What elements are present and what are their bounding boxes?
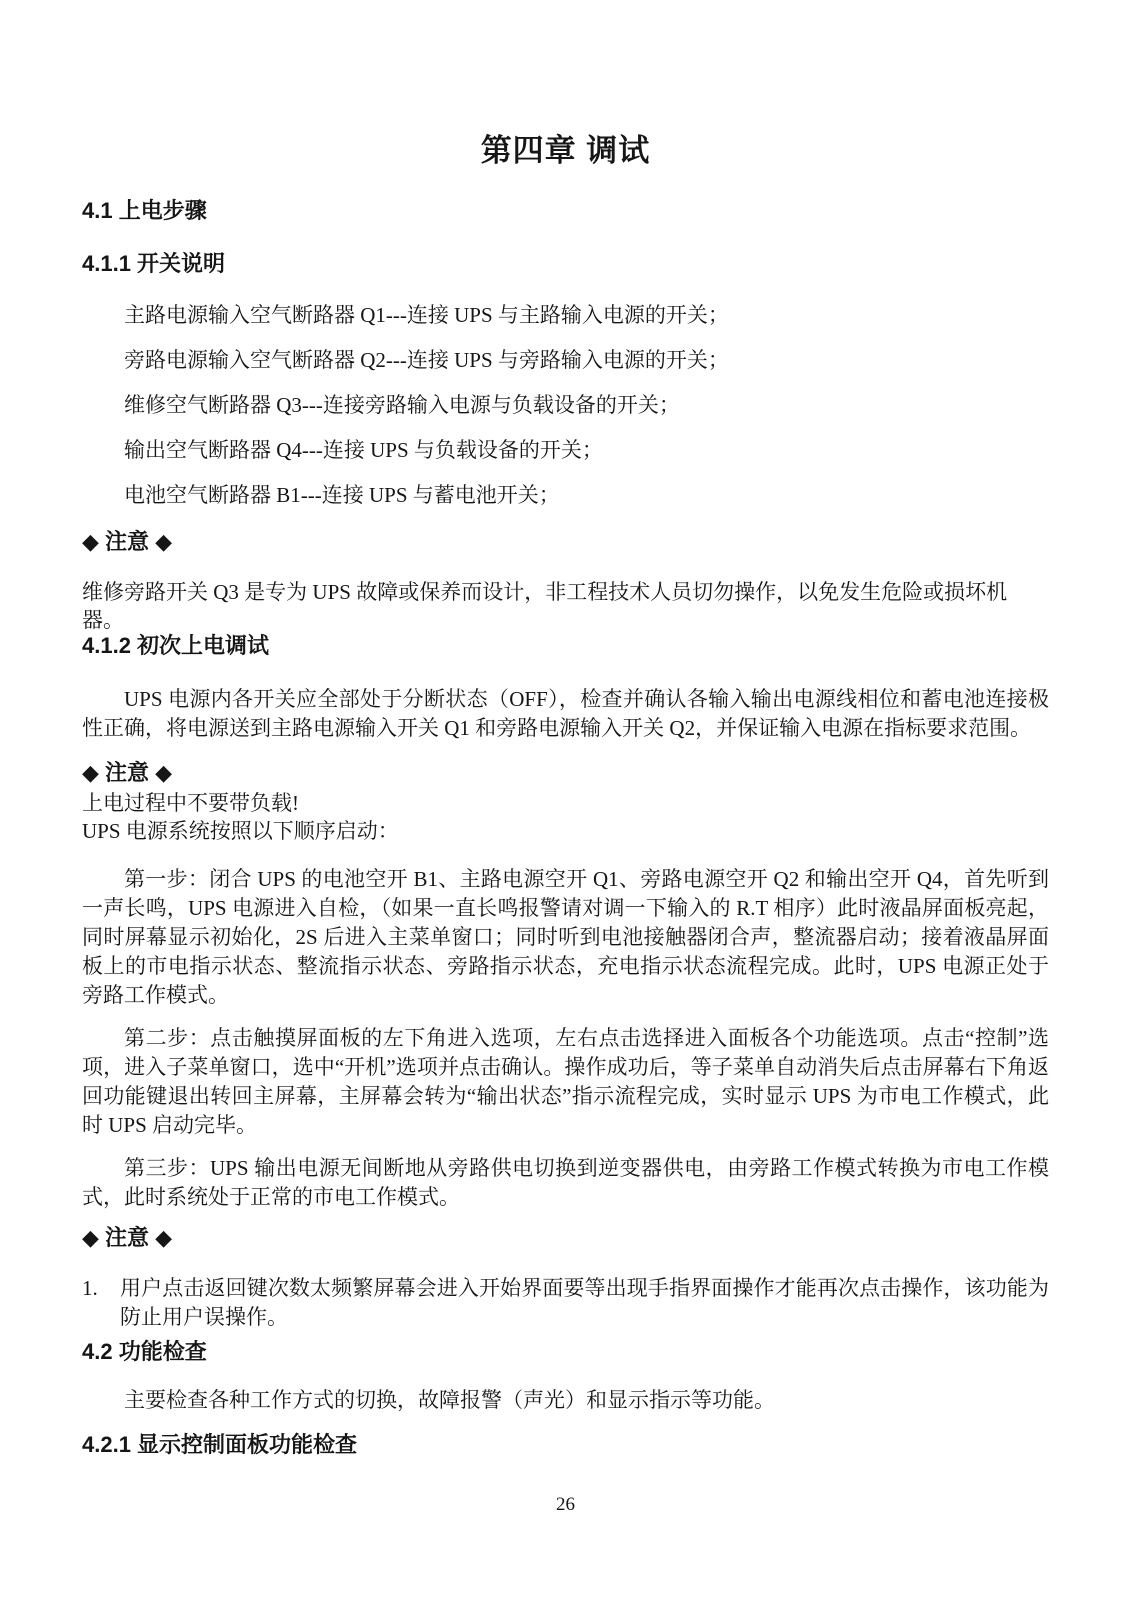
heading-4-2: 4.2 功能检查 [82, 1339, 207, 1364]
startup-step-2: 第二步：点击触摸屏面板的左下角进入选项，左右点击选择进入面板各个功能选项。点击“控制”选项，进入子菜单窗口，选中“开机”选项并点击确认。操作成功后，等子菜单自动消失后点击屏幕右下角返回功能键退出转回主屏幕，主屏幕会转为“输出状态”指示流程完成，实时显示 UPS 为市电工作模式，此时 UPS 启动完毕。 [82, 1026, 1049, 1137]
startup-step-3: 第三步：UPS 输出电源无间断地从旁路供电切换到逆变器供电，由旁路工作模式转换为市电工作模式，此时系统处于正常的市电工作模式。 [82, 1156, 1049, 1209]
chapter-title: 第四章 调试 [480, 133, 651, 168]
heading-4-1: 4.1 上电步骤 [82, 198, 207, 223]
switch-description-list [82, 303, 1049, 507]
switch-item-q2: 旁路电源输入空气断路器 Q2---连接 UPS 与旁路输入电源的开关； [124, 348, 729, 372]
note-3-list-item [82, 1274, 1049, 1332]
function-check-intro: 主要检查各种工作方式的切换，故障报警（声光）和显示指示等功能。 [124, 1388, 775, 1412]
note-3-heading: ◆ 注意 ◆ [82, 1225, 173, 1250]
heading-4-2-1: 4.2.1 显示控制面板功能检查 [82, 1432, 358, 1457]
heading-4-1-1: 4.1.1 开关说明 [82, 251, 226, 276]
note-3-list [82, 1274, 1049, 1332]
startup-step-1: 第一步：闭合 UPS 的电池空开 B1、主路电源空开 Q1、旁路电源空开 Q2 和输出空开 Q4，首先听到一声长鸣，UPS 电源进入自检，（如果一直长鸣报警请对调一下输入的 R.T 相序）此时液晶屏面板亮起，同时屏幕显示初始化，2S 后进入主菜单窗口；同时听到电池接触器闭合声，整流器启动；接着液晶屏面板上的市电指示状态、整流指示状态、旁路指示状态，充电指示状态流程完成。此时，UPS 电源正处于旁路工作模式。 [82, 867, 1049, 1007]
note-1-heading: ◆ 注意 ◆ [82, 529, 173, 554]
note-2-heading: ◆ 注意 ◆ [82, 760, 173, 785]
first-poweron-intro: UPS 电源内各开关应全部处于分断状态（OFF），检查并确认各输入输出电源线相位和蓄电池连接极性正确，将电源送到主路电源输入开关 Q1 和旁路电源输入开关 Q2，并保证输入电源在指标要求范围。 [82, 687, 1049, 740]
switch-item-q4: 输出空气断路器 Q4---连接 UPS 与负载设备的开关； [124, 438, 603, 462]
switch-item-q3: 维修空气断路器 Q3---连接旁路输入电源与负载设备的开关； [124, 393, 680, 417]
startup-lead: UPS 电源系统按照以下顺序启动： [82, 819, 399, 843]
page-number: 26 [556, 1494, 575, 1515]
list-item-text: 用户点击返回键次数太频繁屏幕会进入开始界面要等出现手指界面操作才能再次点击操作，该功能为防止用户误操作。 [120, 1276, 1049, 1329]
heading-4-1-2: 4.1.2 初次上电调试 [82, 633, 270, 658]
list-item-number: 1. [82, 1276, 98, 1300]
switch-item-b1: 电池空气断路器 B1---连接 UPS 与蓄电池开关； [124, 483, 560, 507]
note-1-body: 维修旁路开关 Q3 是专为 UPS 故障或保养而设计，非工程技术人员切勿操作，以免发生危险或损坏机器。 [82, 580, 1008, 632]
note-2-body: 上电过程中不要带负载! [82, 791, 299, 815]
switch-item-q1: 主路电源输入空气断路器 Q1---连接 UPS 与主路输入电源的开关； [124, 303, 729, 327]
